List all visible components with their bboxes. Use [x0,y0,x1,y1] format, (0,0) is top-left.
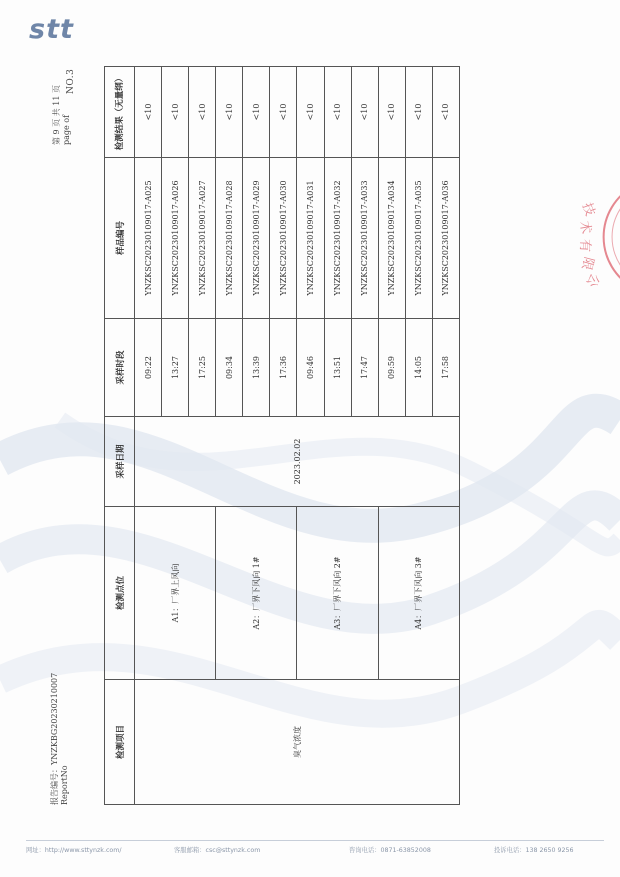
sample-cell: YNZKSC20230109017-A035 [405,158,432,319]
table-row [135,67,162,805]
result-cell: <10 [135,67,162,158]
result-cell: <10 [378,67,405,158]
result-cell: <10 [351,67,378,158]
svg-text:公: 公 [582,270,603,290]
time-cell: 09:59 [378,319,405,417]
table-header-row [105,67,135,805]
time-cell: 17:47 [351,319,378,417]
time-cell: 09:46 [297,319,324,417]
result-cell: <10 [432,67,459,158]
sample-cell: YNZKSC20230109017-A028 [216,158,243,319]
header-result: 检测结果（无量纲） [105,67,135,158]
time-cell: 13:51 [324,319,351,417]
result-cell: <10 [216,67,243,158]
footer-divider [26,840,604,841]
sample-cell: YNZKSC20230109017-A030 [270,158,297,319]
footer [0,840,620,860]
svg-text:术: 术 [576,219,594,236]
footer-website: 网址：http://www.sttynzk.com/ [26,847,122,854]
page-number-en: page of [62,114,71,145]
page-number: 第 9 页 共 11 页 [52,85,61,145]
time-cell: 17:25 [189,319,216,417]
sample-cell: YNZKSC20230109017-A032 [324,158,351,319]
header-item: 检测项目 [105,680,135,805]
time-cell: 14:05 [405,319,432,417]
time-cell: 09:22 [135,319,162,417]
sample-cell: YNZKSC20230109017-A026 [162,158,189,319]
header-sample: 样品编号 [105,158,135,319]
footer-complaint: 投诉电话：138 2650 9256 [494,847,574,854]
date-cell: 2023.02.02 [135,417,460,507]
sample-cell: YNZKSC20230109017-A031 [297,158,324,319]
footer-email: 客服邮箱：csc@sttynzk.com [174,847,261,854]
footer-phone: 咨询电话：0871-63852008 [349,847,431,854]
table-number: NO.3 [66,68,76,94]
item-cell: 臭气浓度 [135,680,460,805]
svg-text:有: 有 [576,238,593,253]
report-number: YNZKBG20230210007 [50,672,59,765]
header-point: 检测点位 [105,507,135,680]
result-cell: <10 [162,67,189,158]
point-cell: A4：厂界下风向 3# [378,507,459,680]
sample-cell: YNZKSC20230109017-A027 [189,158,216,319]
result-cell: <10 [324,67,351,158]
time-cell: 13:27 [162,319,189,417]
result-cell: <10 [243,67,270,158]
sample-cell: YNZKSC20230109017-A025 [135,158,162,319]
result-cell: <10 [189,67,216,158]
sample-cell: YNZKSC20230109017-A036 [432,158,459,319]
report-number-en: ReportNo [60,765,69,805]
point-cell: A1：厂界上风向 [135,507,216,680]
header-time: 采样时段 [105,319,135,417]
company-logo: stt [29,14,74,45]
results-table [104,66,460,805]
sample-cell: YNZKSC20230109017-A034 [378,158,405,319]
sample-cell: YNZKSC20230109017-A033 [351,158,378,319]
point-cell: A2：厂界下风向 1# [216,507,297,680]
svg-text:限: 限 [578,255,597,272]
header-date: 采样日期 [105,417,135,507]
result-cell: <10 [297,67,324,158]
company-seal-stamp [574,182,620,292]
sample-cell: YNZKSC20230109017-A029 [243,158,270,319]
time-cell: 17:58 [432,319,459,417]
point-cell: A3：厂界下风向 2# [297,507,378,680]
report-number-label: 报告编号： [50,765,59,805]
page-number-block [52,85,72,145]
time-cell: 17:36 [270,319,297,417]
time-cell: 09:34 [216,319,243,417]
result-cell: <10 [405,67,432,158]
result-cell: <10 [270,67,297,158]
report-number-block [50,673,70,805]
svg-text:技: 技 [578,200,598,219]
time-cell: 13:39 [243,319,270,417]
